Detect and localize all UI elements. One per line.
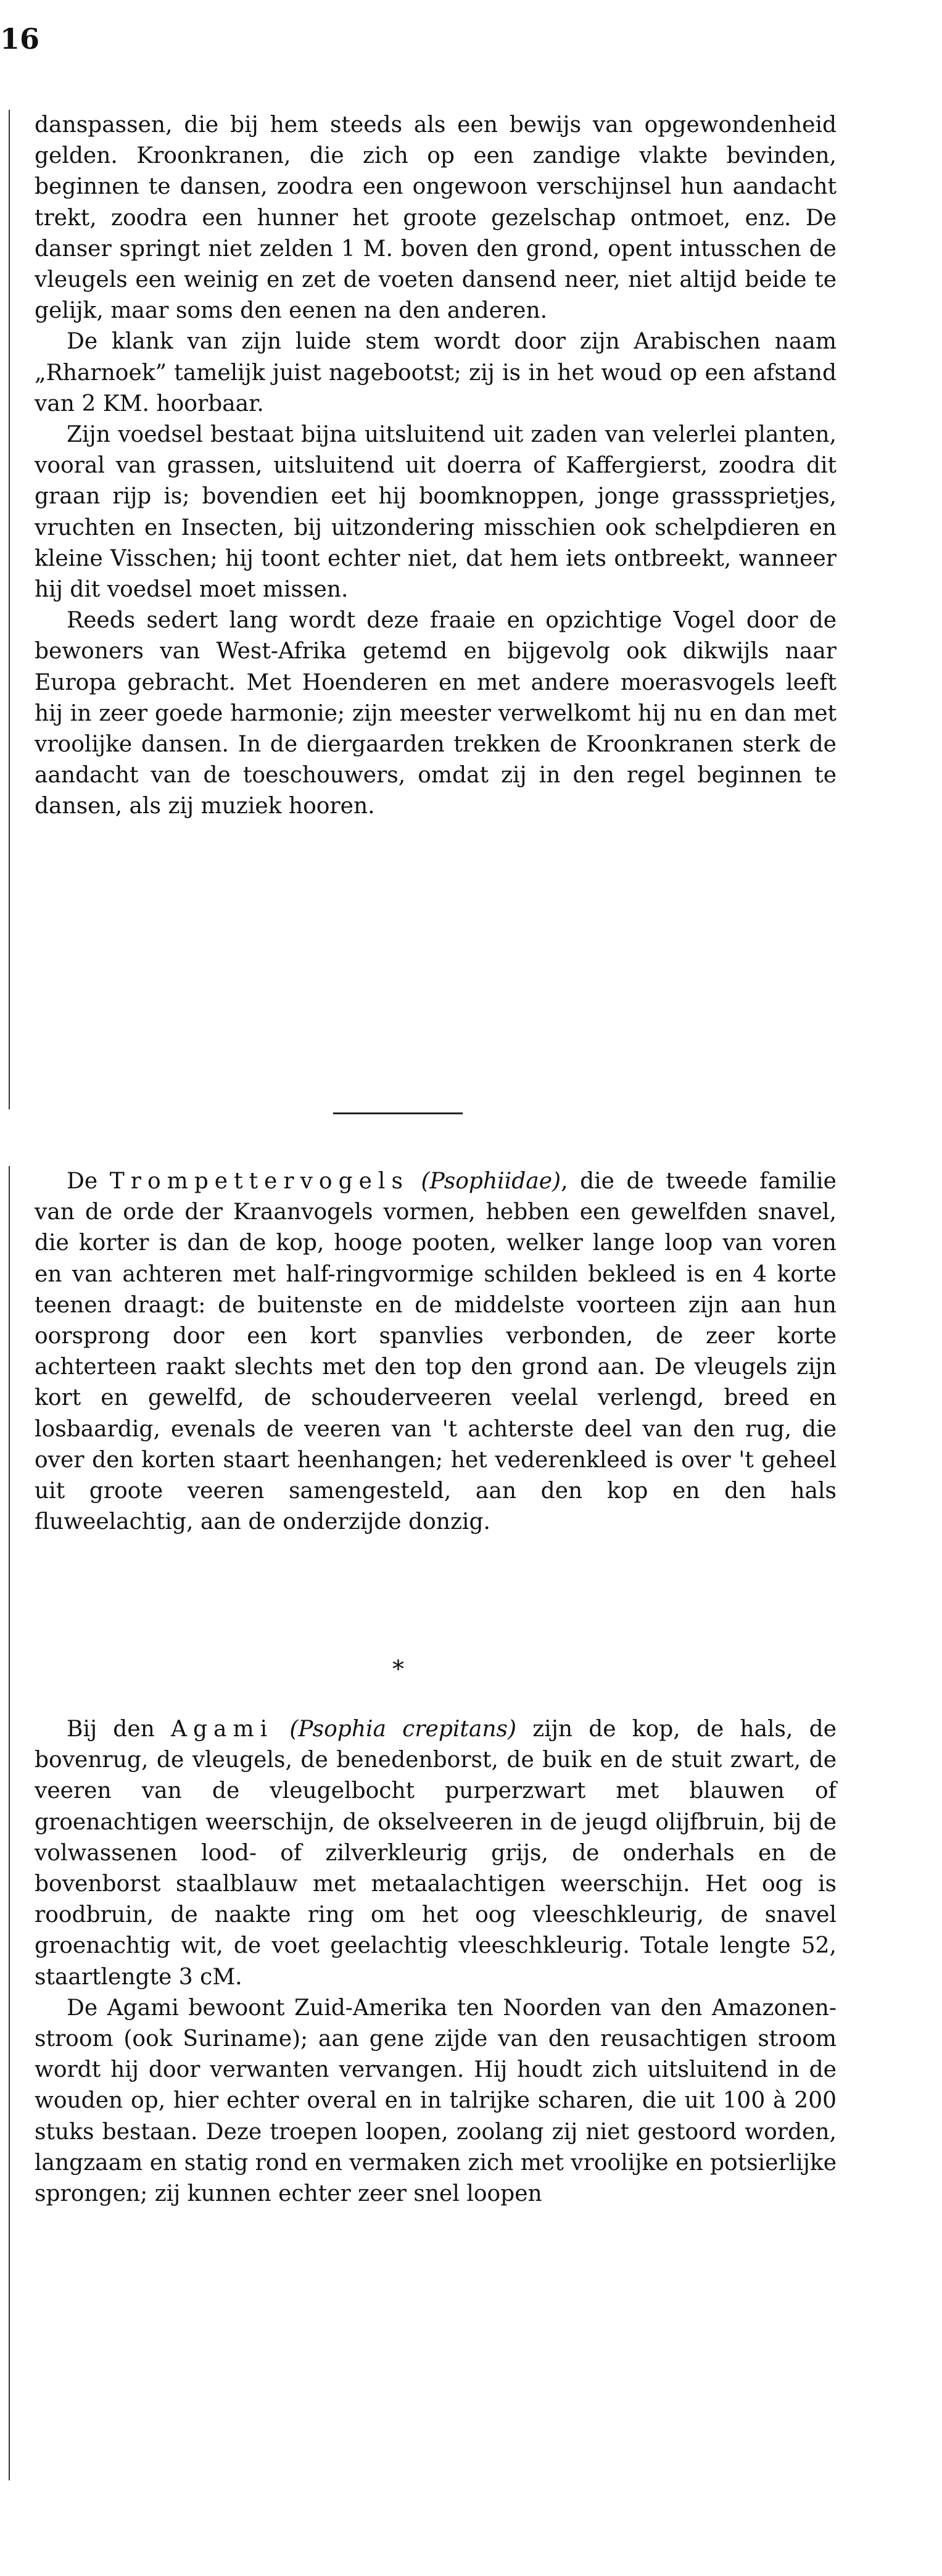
section-divider [333, 1112, 463, 1114]
paragraph [35, 1166, 837, 1538]
family-name: Trompettervogels [109, 1169, 409, 1194]
body-text: zijn de kop, de hals, de bovenrug, de vleugels, de benedenborst, de buik en de stuit zwart, de veeren van de vleugelbocht purperzwart met blauwen of groenachtigen weerschijn, de okselveeren in de jeugd olijfbruin, bij de volwassenen lood- of zilverkleurig grijs, de onderhals en de bovenborst staalblauw met metaalachtigen weerschijn. Het oog is roodbruin, de naakte ring om het oog vleeschkleurig, de snavel groenachtig wit, de voet geelachtig vleeschkleurig. Totale lengte 52, staartlengte 3 cM. [35, 1717, 837, 1990]
species-name: Agami [171, 1717, 274, 1742]
lead-text: De [67, 1169, 98, 1194]
margin-rule [9, 110, 10, 1109]
paragraph: danspassen, die bij hem steeds als een bewijs van opgewondenheid gelden. Kroonkranen, die zich op een zandige vlakte bevinden, beginnen te dansen, zoodra een ongewoon verschijnsel hun aandacht trekt, zoodra een hunner het groote gezelschap ontmoet, enz. De danser springt niet zelden 1 M. boven den grond, opent intusschen de vleugels een weinig en zet de voeten dansend neer, niet altijd beide te gelijk, maar soms den eenen na den anderen. [35, 112, 837, 324]
scientific-name: (Psophiidae) [421, 1169, 561, 1194]
paragraph: Zijn voedsel bestaat bijna uitsluitend uit zaden van velerlei planten, vooral van grassen, uitsluitend uit doerra of Kaffergierst, zoodra dit graan rijp is; bovendien eet hij boomknoppen, jonge grasssprietjes, vruchten en Insecten, bij uitzondering misschien ook schelpdieren en kleine Visschen; hij toont echter niet, dat hem iets ontbreekt, wanneer hij dit voedsel moet missen. [35, 422, 837, 603]
asterisk-separator: * [392, 1655, 404, 1683]
paragraph: Reeds sedert lang wordt deze fraaie en opzichtige Vogel door de bewoners van West-Afrika getemd en bijgevolg ook dikwijls naar Europa gebracht. Met Hoenderen en met andere moerasvogels leeft hij in zeer goede harmonie; zijn meester verwelkomt hij nu en dan met vroolijke dansen. In de diergaarden trekken de Kroonkranen sterk de aandacht van de toeschouwers, omdat zij in den regel beginnen te dansen, als zij muziek hooren. [35, 608, 837, 819]
section-crowned-crane [35, 110, 837, 822]
body-text: , die de tweede familie van de orde der Kraanvogels vormen, hebben een gewelfden snavel, die korter is dan de kop, hooge pooten, welker lange loop van voren en van achteren met half-ringvormige schilden bekleed is en 4 korte teenen draagt: de buitenste en de middelste voorteen zijn aan hun oorsprong door een kort spanvlies verbonden, de zeer korte achterteen raakt slechts met den top den grond aan. De vleugels zijn kort en gewelfd, de schouderveeren veelal verlengd, breed en losbaardig, evenals de veeren van 't achterste deel van den rug, die over den korten staart heenhangen; het vederenkleed is over 't geheel uit groote veeren samengesteld, aan den kop en den hals fluweelachtig, aan de onderzijde donzig. [35, 1169, 837, 1535]
scientific-name: (Psophia crepitans) [289, 1717, 517, 1742]
paragraph: De klank van zijn luide stem wordt door zijn Arabischen naam „Rharnoek” tamelijk juist nagebootst; zij is in het woud op een afstand van 2 KM. hoorbaar. [35, 329, 837, 416]
section-agami [35, 1714, 837, 2209]
margin-rule [9, 1166, 10, 2480]
paragraph [35, 1714, 837, 1993]
lead-text: Bij den [67, 1717, 155, 1742]
page-number: 16 [0, 22, 40, 56]
paragraph: De Agami bewoont Zuid-Amerika ten Noorden van den Amazonen-stroom (ook Suriname); aan gene zijde van den reusachtigen stroom wordt hij door verwanten vervangen. Hij houdt zich uitsluitend in de wouden op, hier echter overal en in talrijke scharen, die uit 100 à 200 stuks bestaan. Deze troepen loopen, zoolang zij niet gestoord worden, langzaam en statig rond en vermaken zich met vroolijke en potsierlijke sprongen; zij kunnen echter zeer snel loopen [35, 1995, 837, 2207]
section-trumpeters [35, 1166, 837, 1538]
